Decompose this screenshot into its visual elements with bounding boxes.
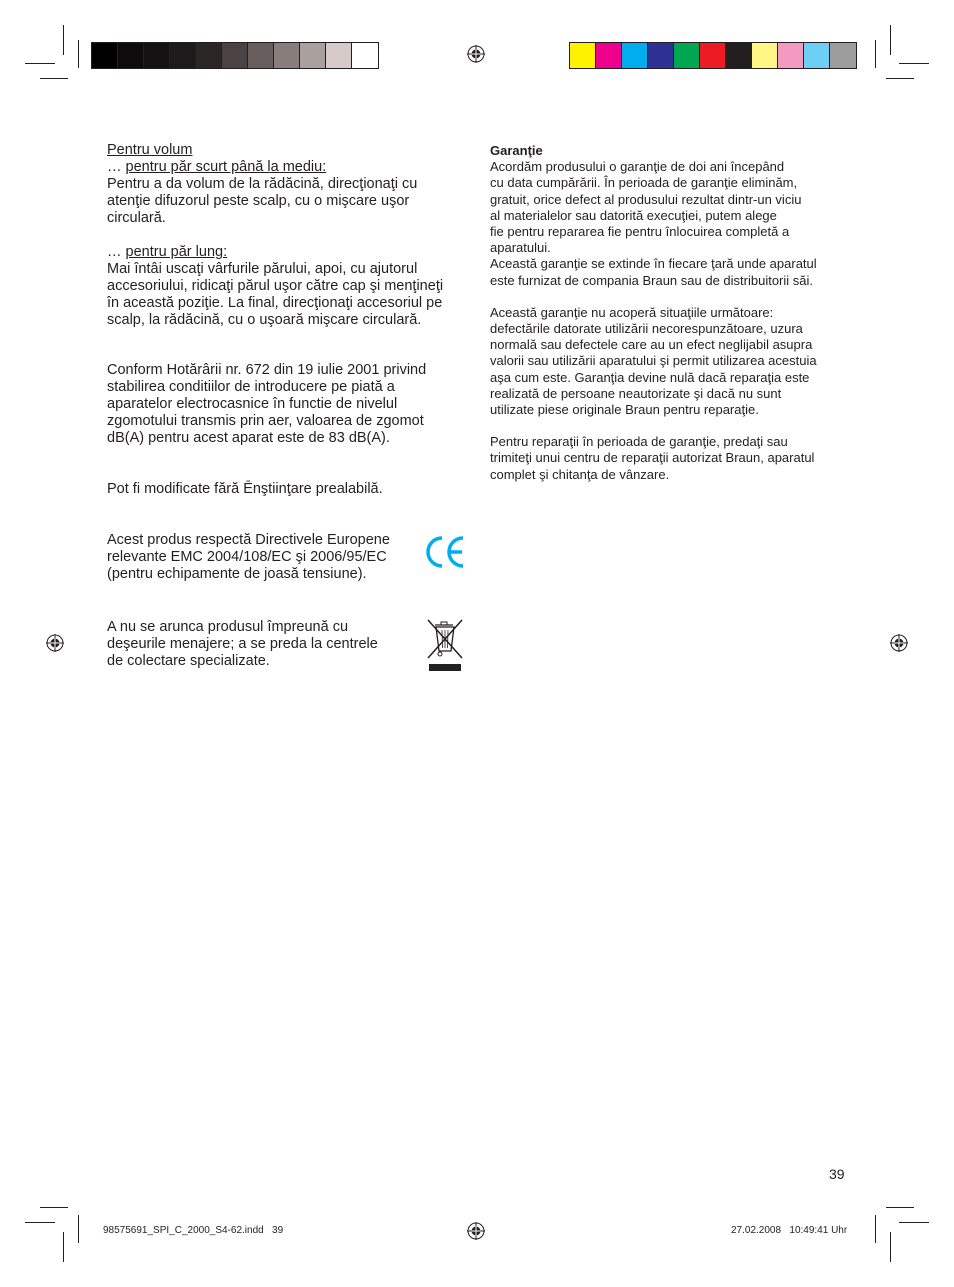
volume-section [107,142,467,329]
ce-directive-text: Acest produs respectă Directivele Europene relevante EMC 2004/108/EC şi 2006/95/EC (pentru echipamente de joasă tensiune). [107,532,390,582]
page-number: 39 [829,1166,845,1182]
warranty-paragraph-3: Pentru reparaţii în perioada de garanţie, predaţi sau trimiteţi unui centru de reparaţii autorizat Braun, aparatul complet şi chitanţa de vânzare. [490,434,815,482]
volume-heading: Pentru volum [107,142,193,158]
gray-swatch [170,43,196,68]
crossed-bin-icon [426,618,464,674]
color-swatch-gray [830,43,856,68]
disposal-text: A nu se arunca produsul împreună cu deşeurile menajere; a se preda la centrele de colectare specializate. [107,619,378,669]
color-swatch-light-yellow [752,43,778,68]
footer-timestamp: 27.02.2008 10:49:41 Uhr [731,1225,848,1236]
short-hair-heading-line [107,159,467,176]
registration-mark-icon [890,634,908,652]
gray-swatch [352,43,378,68]
long-hair-heading-line [107,244,467,261]
gray-swatch [92,43,118,68]
gray-swatch [274,43,300,68]
long-hair-text: Mai întâi uscaţi vârfurile părului, apoi, cu ajutorul accesoriului, ridicaţi părul uşor către cap şi menţineţi în această poziţie. La final, direcţionaţi accesoriul pe scalp, la rădăcină, cu o uşoară mişcare circulară. [107,261,444,328]
color-swatch-yellow [570,43,596,68]
short-hair-heading: pentru păr scurt până la mediu: [125,159,327,175]
color-swatch-red [700,43,726,68]
warranty-section [490,143,860,483]
left-column [107,142,467,329]
color-swatch-pink [778,43,804,68]
color-swatch-black [726,43,752,68]
gray-swatch [118,43,144,68]
grayscale-bar [91,42,379,69]
color-swatch-green [674,43,700,68]
gray-swatch [326,43,352,68]
short-hair-text: Pentru a da volum de la rădăcină, direcţionaţi cu atenţie difuzorul peste scalp, cu o mişcare uşor circulară. [107,176,418,226]
short-hair-prefix: … [107,159,126,175]
gray-swatch [144,43,170,68]
registration-mark-icon [467,1222,485,1240]
registration-mark-icon [467,45,485,63]
warranty-paragraph-1: Acordăm produsului o garanţie de doi ani începând cu data cumpărării. În perioada de garanţie eliminăm, gratuit, orice defect al produsului rezultat dintr-un viciu al materialelor sau datorită execuţiei, putem alege fie pentru repararea fie pentru înlocuirea completă a aparatului. Această garanţie se extinde în fiecare ţară unde aparatul este furnizat de compania Braun sau de distribuitorii săi. [490,159,817,288]
noise-level-text: Conform Hotărârii nr. 672 din 19 iulie 2001 privind stabilirea conditiilor de introducere pe piată a aparatelor electrocasnice în functie de nivelul zgomotului transmis prin aer, valoarea de zgomot dB(A) pentru acest aparat este de 83 dB(A). [107,362,427,446]
gray-swatch [300,43,326,68]
footer-file-name: 98575691_SPI_C_2000_S4-62.indd 39 [103,1225,284,1236]
color-bar [569,42,857,69]
long-hair-heading: pentru păr lung: [125,244,228,260]
ce-mark-icon [424,535,466,569]
warranty-heading: Garanţie [490,143,543,158]
long-hair-prefix: … [107,244,126,260]
warranty-paragraph-2: Această garanţie nu acoperă situaţiile următoare: defectările datorate utilizării necorespunzătoare, uzura normală sau defectele care au un efect neglijabil asupra valorii sau utilizării aparatului şi permit utilizarea acestuia aşa cum este. Garanţia devine nulă dacă reparaţia este realizată de persoane neautorizate şi dacă nu sunt utilizate piese originale Braun pentru reparaţie. [490,304,817,418]
registration-mark-icon [46,634,64,652]
gray-swatch [196,43,222,68]
color-swatch-light-blue [804,43,830,68]
gray-swatch [248,43,274,68]
gray-swatch [222,43,248,68]
modification-notice: Pot fi modificate fără Ēnştiinţare prealabilă. [107,481,383,497]
color-swatch-blue [648,43,674,68]
color-swatch-cyan [622,43,648,68]
color-swatch-magenta [596,43,622,68]
